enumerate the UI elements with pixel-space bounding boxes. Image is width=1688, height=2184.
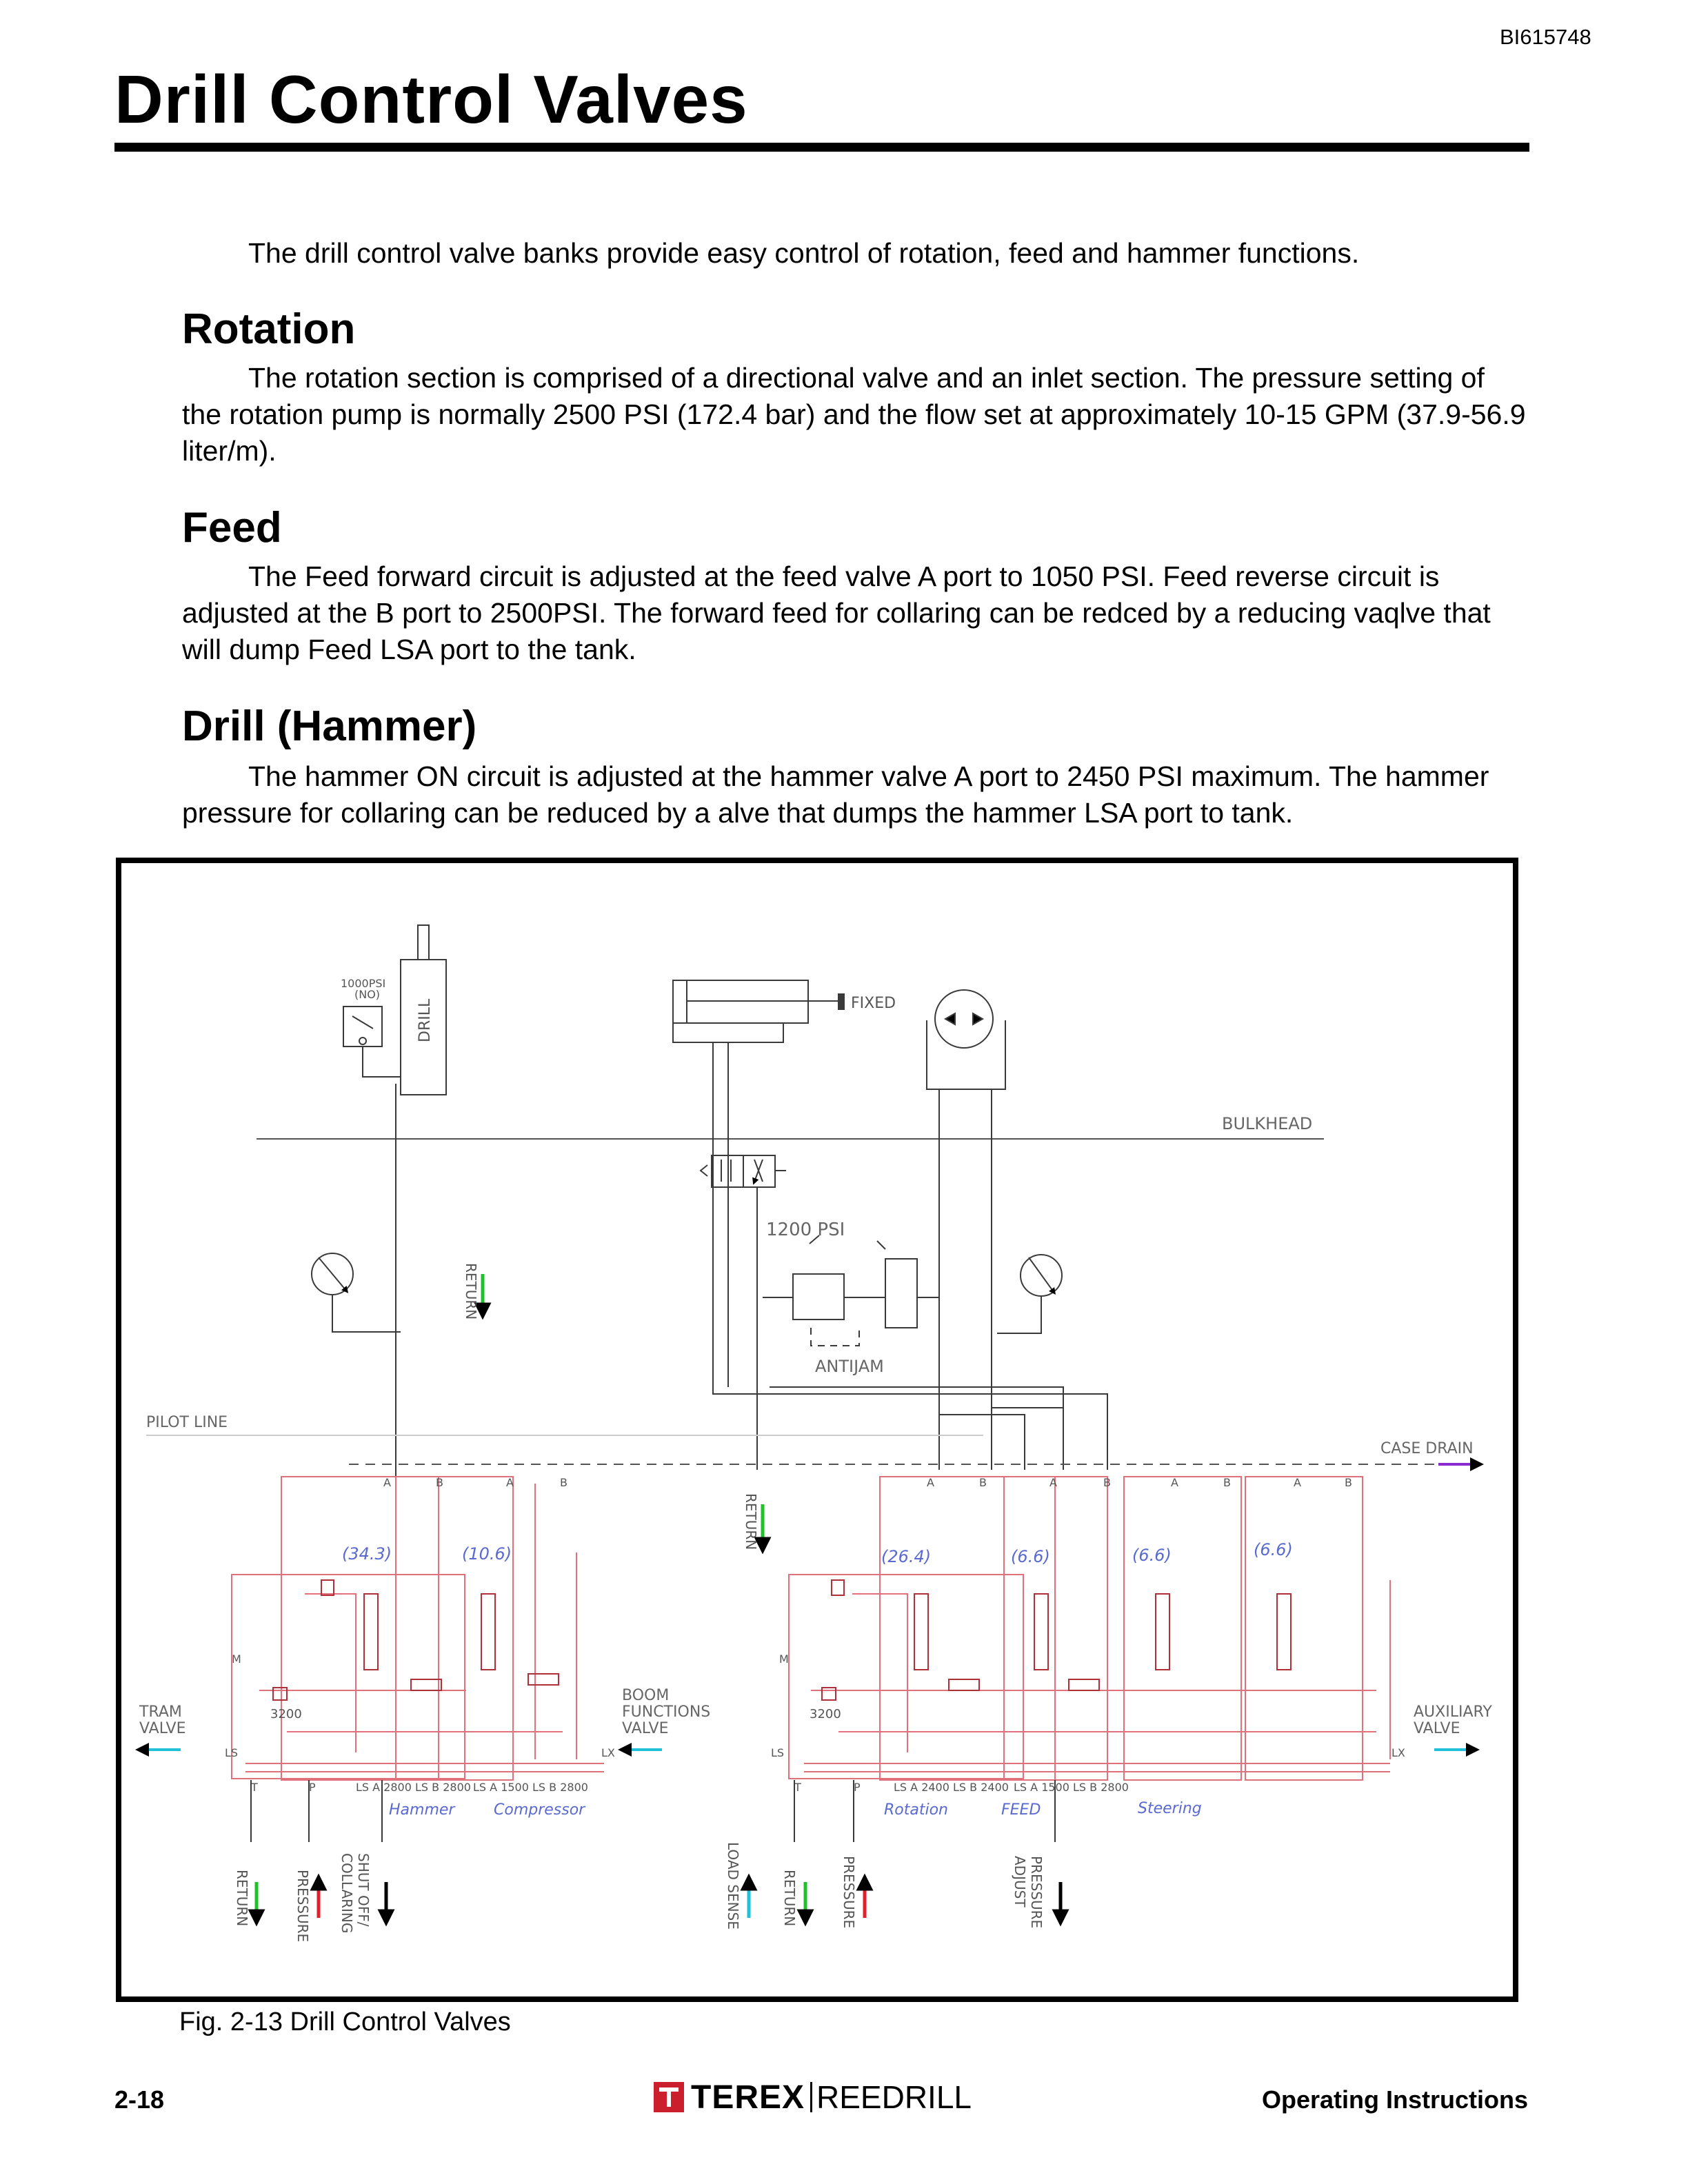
port-b-compressor: B <box>560 1476 567 1489</box>
inlet-right-label: 3200 <box>810 1707 841 1721</box>
section-heading-hammer: Drill (Hammer) <box>182 702 477 750</box>
port-m-left: M <box>232 1652 241 1666</box>
port-p-left: P <box>309 1781 316 1794</box>
port-a-steer: A <box>1171 1476 1178 1489</box>
port-ls-left: LS <box>225 1746 239 1759</box>
port-a-hammer: A <box>383 1476 391 1489</box>
flow-steer-1-label: (6.6) <box>1132 1546 1172 1565</box>
document-id: BI615748 <box>1500 25 1591 49</box>
case-drain-label: CASE DRAIN <box>1380 1440 1474 1457</box>
return-label-center: RETURN <box>743 1493 759 1550</box>
switch-rating-label: 1000PSI <box>341 977 386 990</box>
flow-steer-2-label: (6.6) <box>1254 1540 1293 1559</box>
rotation-motor <box>927 990 1005 1089</box>
drill-label: DRILL <box>416 998 434 1042</box>
pressure-switch <box>343 1007 401 1077</box>
port-b-rotation: B <box>979 1476 987 1489</box>
switch-type-label: (NO) <box>354 988 381 1001</box>
port-b-hammer: B <box>436 1476 443 1489</box>
port-lx-right: LX <box>1391 1746 1405 1759</box>
brand-name: TEREX <box>691 2079 805 2116</box>
bottom-return-label-left: RETURN <box>234 1870 250 1927</box>
port-b-aux: B <box>1345 1476 1352 1489</box>
section-body-feed: The Feed forward circuit is adjusted at the feed valve A port to 1050 PSI. Feed reverse circuit is adjusted at the B port to 2500PSI. The forward feed for collaring can be redced by a reducing vaqlve that will dump Feed LSA port to the tank. <box>182 560 1491 665</box>
bottom-pressure-label-left: PRESSURE <box>294 1870 311 1943</box>
port-b-feed: B <box>1103 1476 1111 1489</box>
aux-valve-label-1: AUXILIARY <box>1414 1703 1492 1721</box>
bottom-pressure-adjust-label-1: PRESSURE <box>1028 1856 1045 1929</box>
ls-compressor-label: LS A 1500 LS B 2800 <box>473 1781 588 1794</box>
section-body-rotation: The rotation section is comprised of a directional valve and an inlet section. The pressure setting of the rotation pump is normally 2500 PSI (172.4 bar) and the flow set at approximately 10-15 GPM (37.9-56.9 liter/m). <box>182 362 1526 467</box>
terex-logo-icon <box>654 2082 684 2112</box>
port-t-left: T <box>251 1781 258 1794</box>
page-title: Drill Control Valves <box>114 61 748 137</box>
page-number: 2-18 <box>114 2085 165 2114</box>
port-t-right: T <box>794 1781 801 1794</box>
bottom-pressure-adjust-label-2: ADJUST <box>1012 1856 1028 1908</box>
bulkhead-label: BULKHEAD <box>1222 1114 1313 1133</box>
port-a-feed: A <box>1049 1476 1057 1489</box>
bottom-pressure-label-right: PRESSURE <box>841 1856 857 1929</box>
return-label-upper-left: RETURN <box>463 1263 479 1320</box>
left-valve-spools <box>273 1580 559 1700</box>
port-m-right: M <box>779 1652 789 1666</box>
sec-feed-label: FEED <box>1001 1801 1041 1819</box>
right-valve-spools <box>822 1580 1291 1700</box>
logo-divider <box>810 2082 812 2112</box>
aux-valve-label-2: VALVE <box>1414 1720 1460 1737</box>
hammer-pump <box>312 1253 401 1332</box>
port-ls-right: LS <box>771 1746 785 1759</box>
ls-hammer-label: LS A 2800 LS B 2800 <box>356 1781 471 1794</box>
tram-valve-label-2: VALVE <box>139 1720 186 1737</box>
intro-paragraph: The drill control valve banks provide easy control of rotation, feed and hammer functions. <box>248 237 1360 269</box>
right-valve-bank <box>789 1477 1390 1780</box>
section-body-hammer: The hammer ON circuit is adjusted at the hammer valve A port to 2450 PSI maximum. The hammer pressure for collaring can be reduced by a alve that dumps the hammer LSA port to tank. <box>182 760 1489 829</box>
hydraulic-schematic <box>121 863 1513 1996</box>
section-heading-rotation: Rotation <box>182 305 356 353</box>
port-p-right: P <box>854 1781 861 1794</box>
hydraulic-lines <box>396 1042 1107 1477</box>
footer-logo <box>654 2076 972 2118</box>
figure-caption: Fig. 2-13 Drill Control Valves <box>179 2008 511 2036</box>
antijam-label: ANTIJAM <box>815 1357 884 1376</box>
boom-label-1: BOOM <box>622 1687 670 1704</box>
inlet-left-label: 3200 <box>270 1707 302 1721</box>
port-a-rotation: A <box>927 1476 934 1489</box>
left-valve-bank <box>232 1477 604 1780</box>
flow-hammer-label: (34.3) <box>342 1544 392 1564</box>
flow-rotation-label: (26.4) <box>881 1547 932 1566</box>
tram-valve-label-1: TRAM <box>139 1703 182 1721</box>
fixed-label: FIXED <box>851 995 896 1012</box>
ls-rotation-label: LS A 2400 LS B 2400 <box>894 1781 1009 1794</box>
sec-compressor-label: Compressor <box>494 1801 585 1819</box>
pilot-line-label: PILOT LINE <box>146 1414 228 1431</box>
port-lx-left: LX <box>601 1746 615 1759</box>
bottom-return-label-right: RETURN <box>781 1870 798 1927</box>
antijam-valve <box>701 1155 939 1346</box>
relief-1200-label: 1200 PSI <box>766 1220 845 1240</box>
port-b-steer: B <box>1223 1476 1231 1489</box>
port-a-aux: A <box>1294 1476 1301 1489</box>
sec-hammer-label: Hammer <box>389 1801 455 1819</box>
footer-title: Operating Instructions <box>1262 2085 1529 2114</box>
boom-label-2: FUNCTIONS <box>622 1703 711 1721</box>
flow-compressor-label: (10.6) <box>462 1544 512 1564</box>
bottom-shutoff-label-2: COLLARING <box>339 1853 355 1934</box>
flow-feed-label: (6.6) <box>1011 1547 1050 1566</box>
sub-brand-name: REEDRILL <box>816 2079 972 2115</box>
port-a-compressor: A <box>506 1476 514 1489</box>
rotation-pump <box>997 1255 1062 1333</box>
bottom-load-sense-label: LOAD SENSE <box>725 1842 741 1930</box>
boom-label-3: VALVE <box>622 1720 669 1737</box>
bottom-shutoff-label-1: SHUT OFF/ <box>355 1853 372 1927</box>
ls-feed-label: LS A 1500 LS B 2800 <box>1014 1781 1129 1794</box>
feed-cylinder <box>673 980 844 1042</box>
section-heading-feed: Feed <box>182 504 282 552</box>
title-rule <box>114 143 1529 152</box>
hydraulic-schematic-figure <box>116 858 1518 2002</box>
sec-steering-label: Steering <box>1138 1800 1202 1817</box>
sec-rotation-label: Rotation <box>884 1801 948 1819</box>
